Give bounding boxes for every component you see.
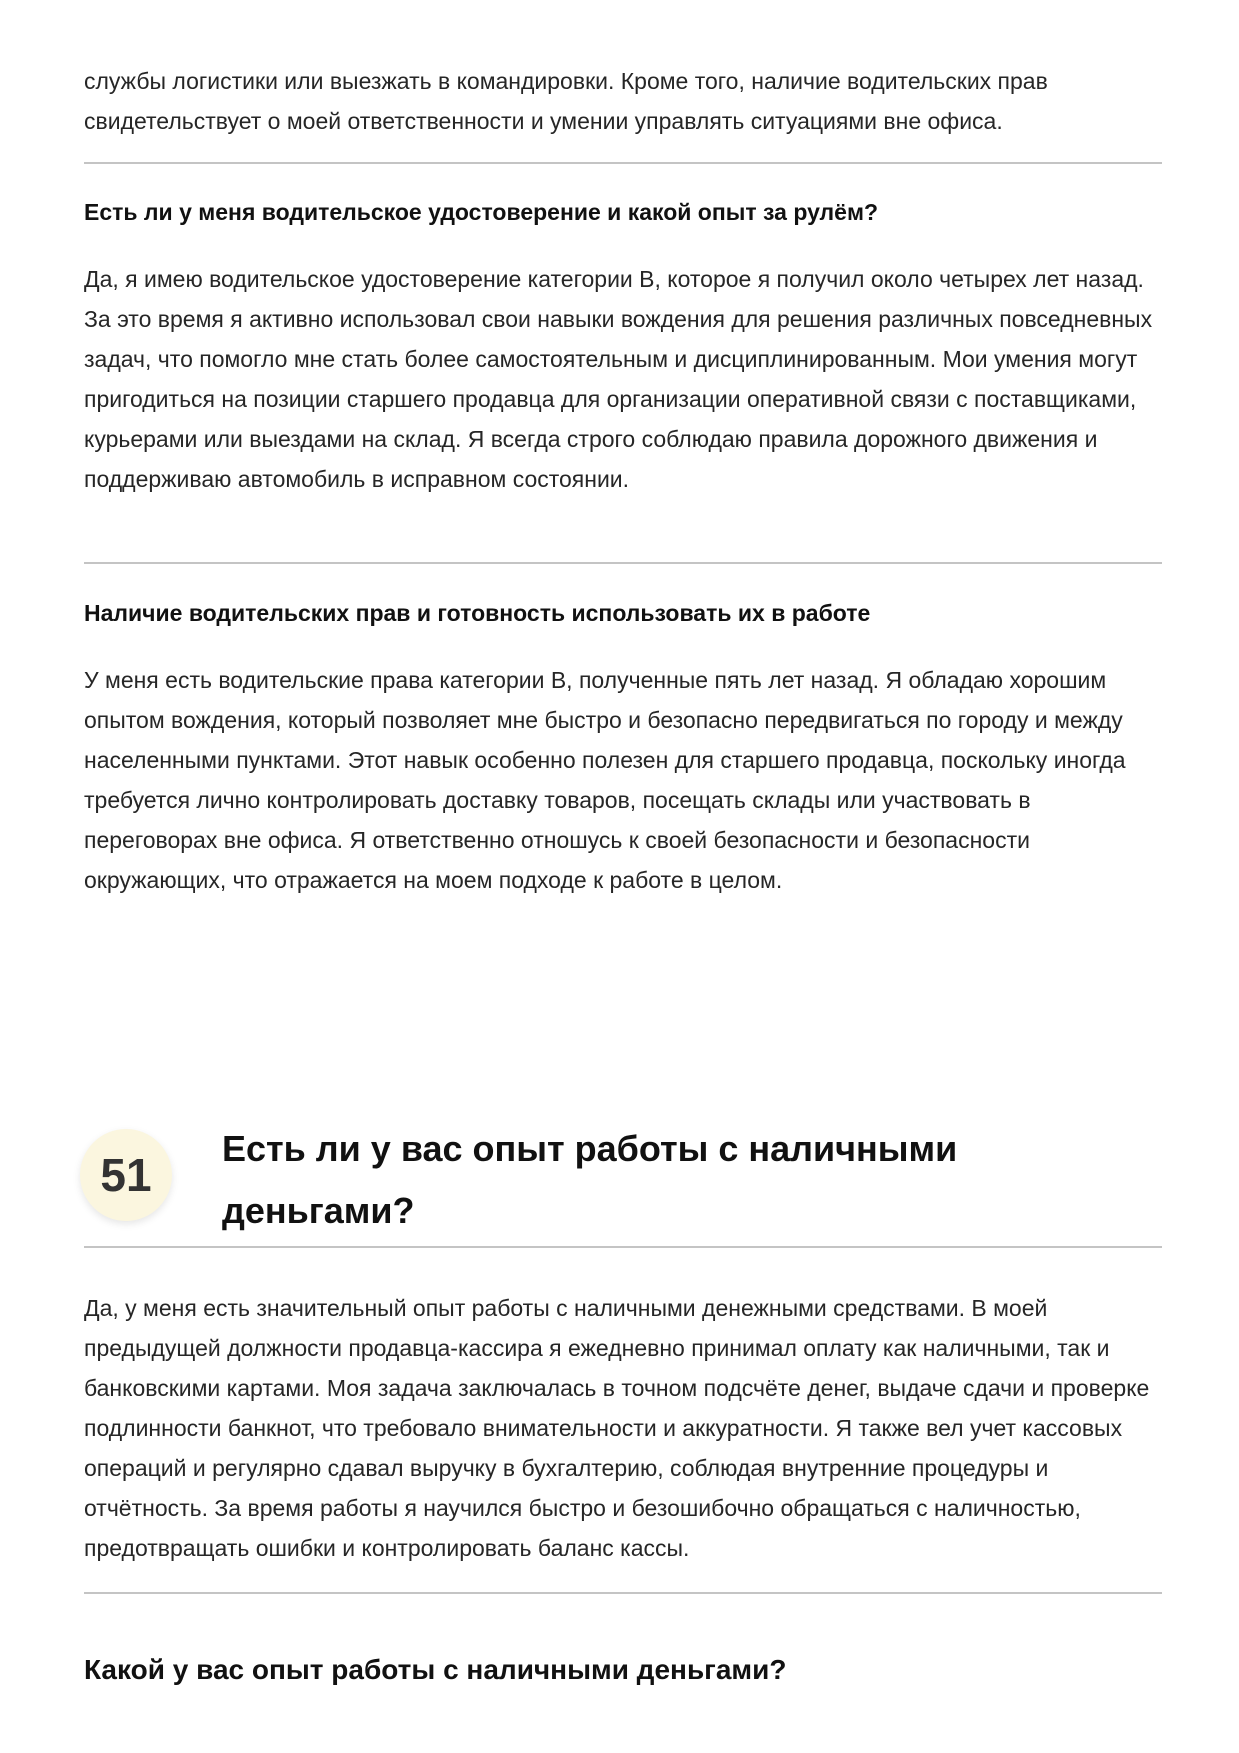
answer-title-2: Наличие водительских прав и готовность использовать их в работе (84, 600, 871, 626)
divider (84, 562, 1162, 564)
answer-title-1: Есть ли у меня водительское удостоверение и какой опыт за рулём? (84, 199, 879, 225)
divider (84, 1246, 1162, 1248)
question-answer: Да, у меня есть значительный опыт работы с наличными денежными средствами. В моей предыдущей должности продавца-кассира я ежедневно принимал оплату как наличными, так и банковскими картами. Моя задача заключалась в точном подсчёте денег, выдаче сдачи и проверке подлинности банкнот, что требовало внимательности и аккуратности. Я также вел учет кассовых операций и регулярно сдавал выручку в бухгалтерию, соблюдая внутренние процедуры и отчётность. За время работы я научился быстро и безошибочно обращаться с наличностью, предотвращать ошибки и контролировать баланс кассы. (84, 1295, 1150, 1561)
divider (84, 1592, 1162, 1594)
intro-paragraph: службы логистики или выезжать в командировки. Кроме того, наличие водительских прав свидетельствует о моей ответственности и умении управлять ситуациями вне офиса. (84, 68, 1048, 134)
question-number: 51 (100, 1149, 152, 1201)
divider (84, 162, 1162, 164)
question-number-badge (80, 1129, 172, 1221)
answer-text-2: У меня есть водительские права категории B, полученные пять лет назад. Я обладаю хорошим опытом вождения, который позволяет мне быстро и безопасно передвигаться по городу и между населенными пунктами. Этот навык особенно полезен для старшего продавца, поскольку иногда требуется лично контролировать доставку товаров, посещать склады или участвовать в переговорах вне офиса. Я ответственно отношусь к своей безопасности и безопасности окружающих, что отражается на моем подходе к работе в целом. (84, 667, 1126, 893)
question-title: Есть ли у вас опыт работы с наличными деньгами? (222, 1128, 958, 1231)
answer-text-1: Да, я имею водительское удостоверение категории B, которое я получил около четырех лет назад. За это время я активно использовал свои навыки вождения для решения различных повседневных задач, что помогло мне стать более самостоятельным и дисциплинированным. Мои умения могут пригодиться на позиции старшего продавца для организации оперативной связи с поставщиками, курьерами или выездами на склад. Я всегда строго соблюдаю правила дорожного движения и поддерживаю автомобиль в исправном состоянии. (84, 266, 1153, 492)
next-question-title: Какой у вас опыт работы с наличными деньгами? (84, 1654, 787, 1685)
